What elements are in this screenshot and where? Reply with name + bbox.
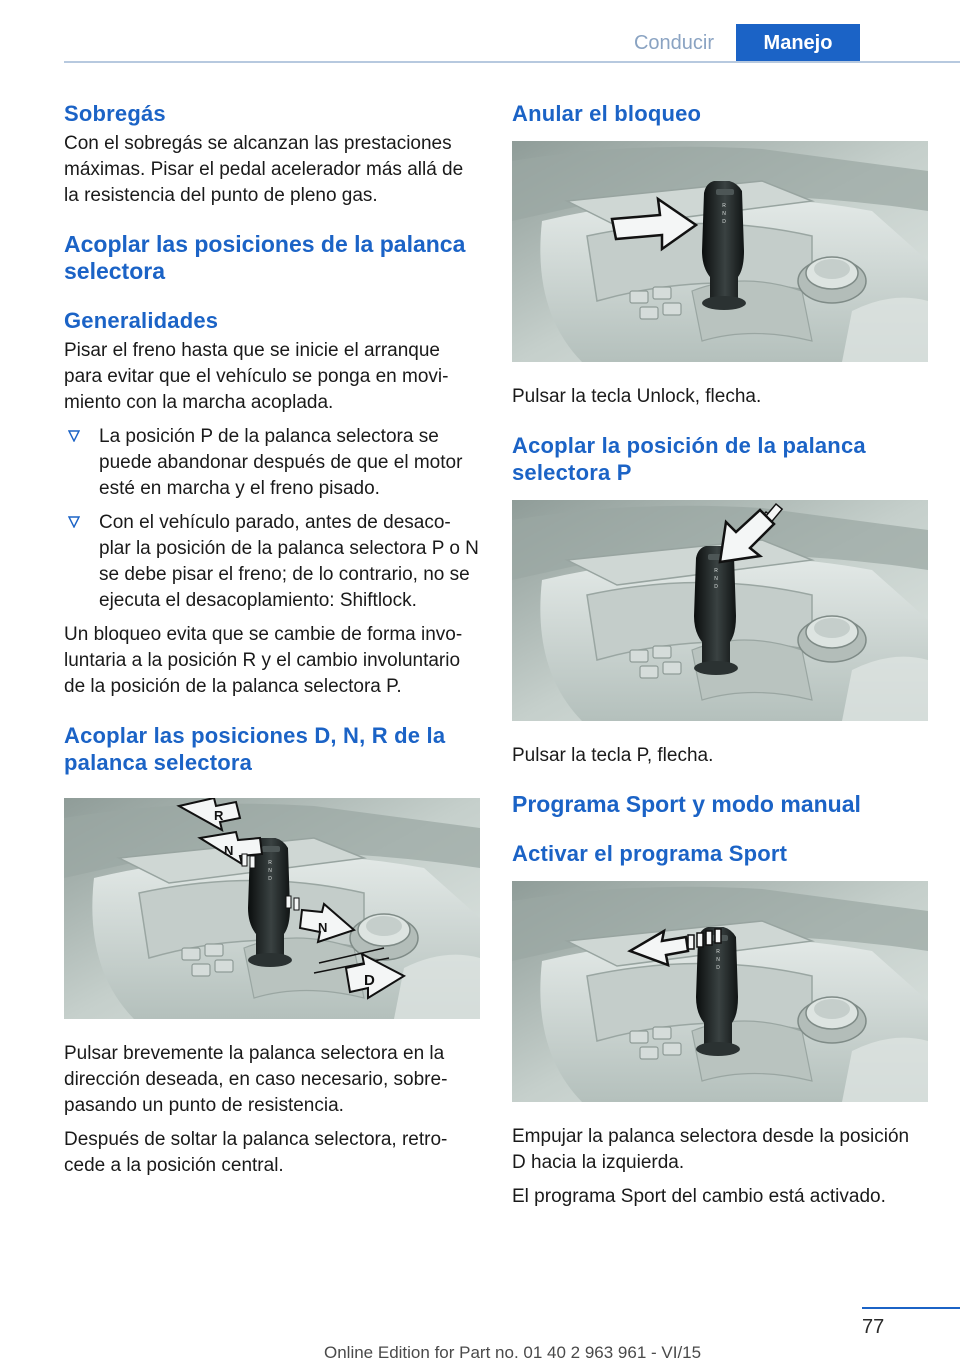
sport-heading: Programa Sport y modo manual xyxy=(512,791,861,817)
sport-mode-illustration xyxy=(512,881,928,1102)
gear-selector-dnr-illustration xyxy=(64,798,480,1019)
acoplar-heading: Acoplar las posiciones de la palanca selectora xyxy=(64,231,466,284)
activar-paragraph-2: El programa Sport del cambio está activado. xyxy=(512,1186,886,1207)
list-item xyxy=(64,424,480,502)
anular-paragraph: Pulsar la tecla Unlock, flecha. xyxy=(512,386,762,407)
dnr-paragraph-2: Después de soltar la palanca selectora, retro-cede a la posición central. xyxy=(64,1129,448,1176)
sobregas-paragraph: Con el sobregás se alcanzan las prestaciones máximas. Pisar el pedal acelerador más allá de la resistencia del punto de pleno gas. xyxy=(64,133,464,206)
page-number: 77 xyxy=(862,1316,885,1338)
generalidades-paragraph: Pisar el freno hasta que se inicie el arranque para evitar que el vehículo se ponga en movi-miento con la marcha acoplada. xyxy=(64,340,449,413)
anular-heading: Anular el bloqueo xyxy=(512,101,702,126)
list-item xyxy=(64,510,480,614)
p-position-heading: Acoplar la posición de la palanca selectora P xyxy=(512,433,866,485)
activar-paragraph-1: Empujar la palanca selectora desde la posición D hacia la izquierda. xyxy=(512,1126,910,1173)
sobregas-heading: Sobregás xyxy=(64,101,166,126)
unlock-button-illustration xyxy=(512,141,928,362)
left-column xyxy=(64,100,480,1179)
p-button-illustration xyxy=(512,500,928,721)
list-item-text: Con el vehículo parado, antes de desaco-plar la posición de la palanca selectora P o N se debe pisar el freno; de lo contrario, no se ejecuta el desacoplamiento: Shiftlock. xyxy=(99,512,479,611)
dnr-paragraph-1: Pulsar brevemente la palanca selectora en la dirección deseada, en caso necesario, sobre-pasando un punto de resistencia. xyxy=(64,1043,448,1116)
list-item-text: La posición P de la palanca selectora se puede abandonar después de que el motor esté en marcha y el freno pisado. xyxy=(99,426,463,499)
arrow-r-label: R xyxy=(214,808,224,823)
p-position-paragraph: Pulsar la tecla P, flecha. xyxy=(512,745,714,766)
right-column xyxy=(512,100,928,1210)
footer-rule xyxy=(862,1307,960,1309)
bullet-list xyxy=(64,424,480,614)
arrow-d-label: D xyxy=(364,972,375,989)
arrow-n-up-label: N xyxy=(224,843,234,858)
header-section-label: Conducir xyxy=(633,32,715,54)
triangle-bullet-icon xyxy=(68,430,80,442)
arrow-n-down-label: N xyxy=(318,920,328,935)
bloqueo-paragraph: Un bloqueo evita que se cambie de forma invo-luntaria a la posición R y el cambio involuntario de la posición de la palanca selectora P. xyxy=(64,624,463,697)
dnr-heading: Acoplar las posiciones D, N, R de la palanca selectora xyxy=(64,723,446,775)
header-chapter-tab: Manejo xyxy=(736,24,860,62)
triangle-bullet-icon xyxy=(68,516,80,528)
edition-footer: Online Edition for Part no. 01 40 2 963 961 - VI/15 xyxy=(324,1343,702,1362)
header-rule xyxy=(64,61,960,63)
activar-sport-heading: Activar el programa Sport xyxy=(512,841,788,866)
generalidades-heading: Generalidades xyxy=(64,308,219,333)
